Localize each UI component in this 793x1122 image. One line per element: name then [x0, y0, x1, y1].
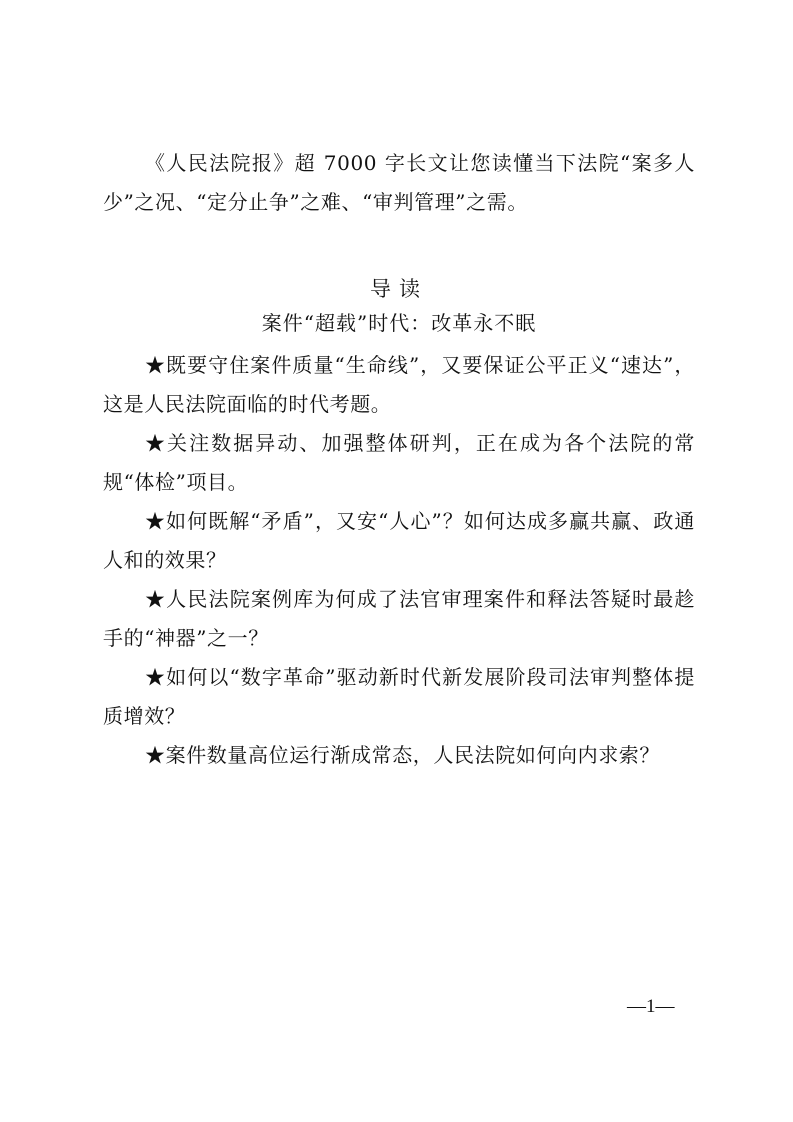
heading: 导读 [370, 277, 428, 301]
bullet-item: ★既要守住案件质量“生命线”，又要保证公平正义“速达”，这是人民法院面临的时代考题。 [103, 353, 695, 416]
bullet-item: ★案件数量高位运行渐成常态，人民法院如何向内求索？ [145, 743, 660, 767]
subheading: 案件“超载”时代：改革永不眠 [261, 311, 537, 335]
bullet-item: ★如何既解“矛盾”，又安“人心”？如何达成多赢共赢、政通人和的效果？ [103, 509, 695, 572]
page-number: —1— [627, 996, 675, 1017]
bullet-list [103, 346, 695, 775]
document-body [103, 144, 695, 775]
intro-paragraph: 《人民法院报》超 7000 字长文让您读懂当下法院“案多人少”之况、“定分止争”之难、“审判管理”之需。 [103, 151, 695, 214]
bullet-item: ★人民法院案例库为何成了法官审理案件和释法答疑时最趁手的“神器”之一？ [103, 587, 695, 650]
bullet-item: ★关注数据异动、加强整体研判，正在成为各个法院的常规“体检”项目。 [103, 431, 695, 494]
bullet-item: ★如何以“数字革命”驱动新时代新发展阶段司法审判整体提质增效？ [103, 665, 695, 728]
